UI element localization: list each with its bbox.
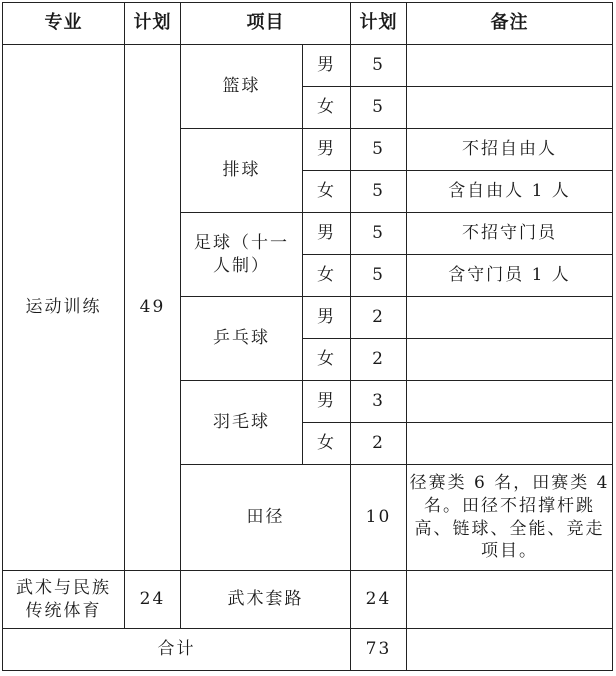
item-plan: 5 bbox=[351, 45, 407, 87]
header-plan: 计划 bbox=[125, 3, 181, 45]
table-row bbox=[3, 571, 613, 629]
table-row bbox=[3, 45, 613, 87]
header-major: 专业 bbox=[3, 3, 125, 45]
item-note: 不招自由人 bbox=[407, 129, 613, 171]
gender-female: 女 bbox=[303, 339, 351, 381]
item-note-wushu bbox=[407, 571, 613, 629]
header-item: 项目 bbox=[181, 3, 351, 45]
item-note bbox=[407, 423, 613, 465]
item-plan: 5 bbox=[351, 255, 407, 297]
header-row bbox=[3, 3, 613, 45]
gender-male: 男 bbox=[303, 129, 351, 171]
item-name-track: 田径 bbox=[181, 465, 351, 571]
plan-sports-training: 49 bbox=[125, 45, 181, 571]
item-note bbox=[407, 339, 613, 381]
gender-female: 女 bbox=[303, 87, 351, 129]
gender-male: 男 bbox=[303, 45, 351, 87]
item-name: 乒乓球 bbox=[181, 297, 303, 381]
item-plan: 3 bbox=[351, 381, 407, 423]
item-name: 篮球 bbox=[181, 45, 303, 129]
item-name-wushu: 武术套路 bbox=[181, 571, 351, 629]
item-plan: 5 bbox=[351, 129, 407, 171]
item-note: 不招守门员 bbox=[407, 213, 613, 255]
item-plan: 5 bbox=[351, 171, 407, 213]
item-name bbox=[181, 213, 303, 297]
item-note bbox=[407, 87, 613, 129]
gender-female: 女 bbox=[303, 171, 351, 213]
item-name-text: 足球（十一人制） bbox=[194, 232, 289, 276]
item-plan: 2 bbox=[351, 339, 407, 381]
gender-male: 男 bbox=[303, 381, 351, 423]
major-sports-training: 运动训练 bbox=[3, 45, 125, 571]
item-plan-track: 10 bbox=[351, 465, 407, 571]
header-item-plan: 计划 bbox=[351, 3, 407, 45]
item-plan: 5 bbox=[351, 87, 407, 129]
total-plan: 73 bbox=[351, 629, 407, 671]
item-note bbox=[407, 381, 613, 423]
gender-male: 男 bbox=[303, 297, 351, 339]
item-plan: 2 bbox=[351, 297, 407, 339]
gender-male: 男 bbox=[303, 213, 351, 255]
total-row bbox=[3, 629, 613, 671]
item-name: 排球 bbox=[181, 129, 303, 213]
gender-female: 女 bbox=[303, 423, 351, 465]
item-plan-wushu: 24 bbox=[351, 571, 407, 629]
item-name: 羽毛球 bbox=[181, 381, 303, 465]
item-plan: 5 bbox=[351, 213, 407, 255]
item-note-track: 径赛类 6 名，田赛类 4 名。田径不招撑杆跳高、链球、全能、竞走项目。 bbox=[407, 465, 613, 571]
total-label: 合计 bbox=[3, 629, 351, 671]
gender-female: 女 bbox=[303, 255, 351, 297]
header-note: 备注 bbox=[407, 3, 613, 45]
item-note: 含自由人 1 人 bbox=[407, 171, 613, 213]
major-wushu: 武术与民族传统体育 bbox=[3, 571, 125, 629]
item-note: 含守门员 1 人 bbox=[407, 255, 613, 297]
item-note bbox=[407, 45, 613, 87]
item-note bbox=[407, 297, 613, 339]
total-note bbox=[407, 629, 613, 671]
plan-wushu: 24 bbox=[125, 571, 181, 629]
enrollment-plan-table bbox=[2, 2, 613, 671]
item-plan: 2 bbox=[351, 423, 407, 465]
